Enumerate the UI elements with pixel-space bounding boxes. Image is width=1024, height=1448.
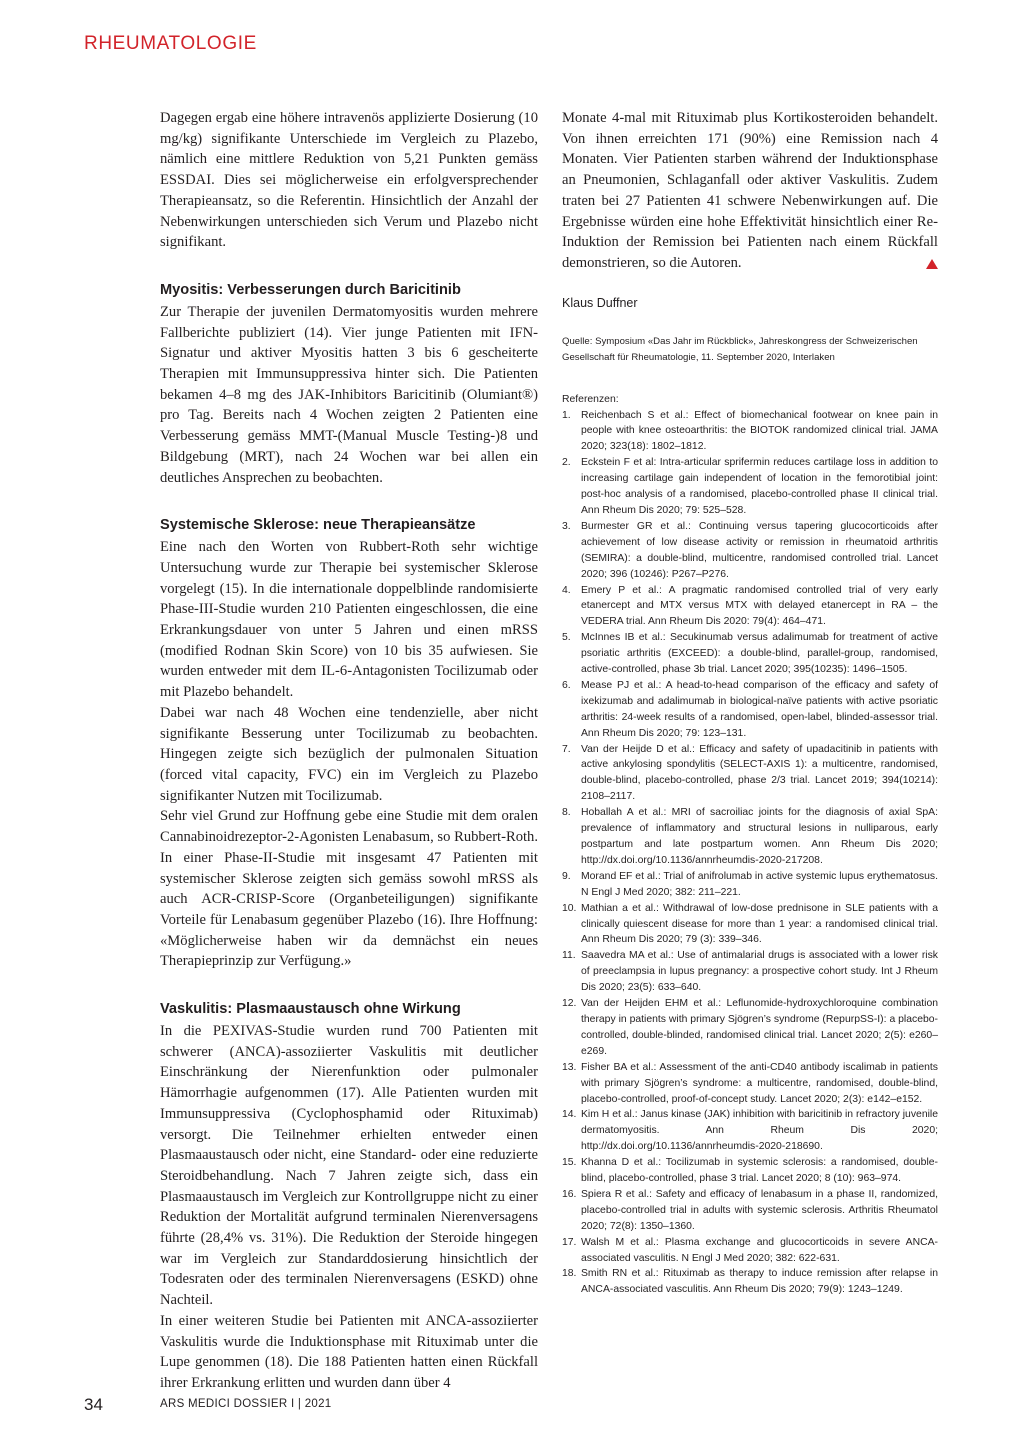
heading-systemic-sclerosis: Systemische Sklerose: neue Therapieansätze bbox=[160, 517, 476, 534]
reference-number: 2. bbox=[562, 457, 571, 469]
reference-number: 15. bbox=[562, 1157, 577, 1169]
reference-item bbox=[562, 948, 938, 996]
reference-text: Fisher BA et al.: Assessment of the anti-CD40 antibody iscalimab in patients with primary Sjögren’s syndrome: a multicentre, randomised, double-blind, placebo-controlled, proof-of-concept study. Lancet 2020; 2(3): e142–e152. bbox=[581, 1061, 938, 1105]
reference-item bbox=[562, 1235, 938, 1267]
reference-item bbox=[562, 678, 938, 742]
reference-item bbox=[562, 630, 938, 678]
reference-item bbox=[562, 1060, 938, 1108]
reference-text: Van der Heijden EHM et al.: Leflunomide-hydroxychloroquine combination therapy in patients with primary Sjögren’s syndrome (RepurpSS-I): a placebo-controlled, double-blinded, randomised clinical trial. Lancet 2020; 2(5): e260–e269. bbox=[581, 998, 938, 1057]
reference-item bbox=[562, 1155, 938, 1187]
reference-text: Hoballah A et al.: MRI of sacroiliac joints for the diagnosis of axial SpA: prevalence of inflammatory and structural lesions in nulliparous, early postpartum and late postpartum women. Ann Rheum Dis 2020; http://dx.doi.org/10.1136/annrheumdis-2020-217208. bbox=[581, 807, 938, 866]
reference-number: 11. bbox=[562, 950, 576, 962]
reference-number: 16. bbox=[562, 1188, 577, 1200]
references-title: Referenzen: bbox=[562, 393, 619, 405]
paragraph-vasculitis-2: In einer weiteren Studie bei Patienten mit ANCA-assoziierter Vaskulitis wurde die Induktionsphase mit Rituximab unter die Lupe genommen (18). Die 188 Patienten hatten einen Rückfall ihrer Erkrankung erlitten und wurden dann über 4 bbox=[160, 1312, 538, 1391]
reference-number: 12. bbox=[562, 998, 577, 1010]
reference-number: 14. bbox=[562, 1109, 577, 1121]
reference-number: 17. bbox=[562, 1236, 577, 1248]
reference-number: 6. bbox=[562, 679, 571, 691]
source-note: Quelle: Symposium «Das Jahr im Rückblick», Jahreskongress der Schweizerischen Gesellschaft für Rheumatologie, 11. September 2020, Interlaken bbox=[562, 335, 918, 363]
heading-myositis: Myositis: Verbesserungen durch Baricitinib bbox=[160, 281, 461, 298]
reference-number: 5. bbox=[562, 632, 571, 644]
reference-number: 9. bbox=[562, 870, 571, 882]
references-section bbox=[562, 392, 938, 1299]
end-triangle-icon bbox=[926, 259, 938, 269]
paragraph-ssc-1: Eine nach den Worten von Rubbert-Roth sehr wichtige Untersuchung wurde zur Therapie bei systemischer Sklerose vorgelegt (15). In die internationale doppelblinde randomisierte Phase-III-Studie wurden 210 Patienten eingeschlossen, die eine Erkrankungsdauer von unter 5 Jahren und einen mRSS (modified Rodnan Skin Score) von 10 bis 35 aufwiesen. Sie wurden entweder mit dem IL-6-Antagonisten Tocilizumab oder mit Plazebo behandelt. bbox=[160, 539, 538, 701]
right-column bbox=[562, 108, 938, 1298]
publication-title: ARS MEDICI DOSSIER I | 2021 bbox=[160, 1398, 332, 1410]
reference-number: 3. bbox=[562, 520, 571, 532]
reference-text: McInnes IB et al.: Secukinumab versus adalimumab for treatment of active psoriatic arthritis (EXCEED): a double-blind, parallel-group, randomised, active-controlled, phase 3b trial. Lancet 2020; 395(10235): 1496–1505. bbox=[581, 632, 938, 676]
reference-item bbox=[562, 869, 938, 901]
reference-item bbox=[562, 996, 938, 1060]
reference-text: Emery P et al.: A pragmatic randomised controlled trial of very early etanercept and MTX versus MTX with delayed etanercept in RA – the VEDERA trial. Ann Rheum Dis 2020: 79(4): 464–471. bbox=[581, 584, 938, 628]
reference-text: Mathian a et al.: Withdrawal of low-dose prednisone in SLE patients with a clinically quiescent disease for more than 1 year: a randomised clinical trial. Ann Rheum Dis 2020; 79 (3): 339–346. bbox=[581, 902, 938, 946]
reference-text: Kim H et al.: Janus kinase (JAK) inhibition with baricitinib in refractory juvenile dermatomyositis. Ann Rheum Dis 2020; http://dx.doi.org/10.1136/annrheumdis-2020-218690. bbox=[581, 1109, 938, 1153]
reference-item bbox=[562, 742, 938, 806]
reference-item bbox=[562, 1187, 938, 1235]
reference-number: 7. bbox=[562, 743, 571, 755]
reference-text: Walsh M et al.: Plasma exchange and glucocorticoids in severe ANCA-associated vasculitis. N Engl J Med 2020; 382: 622-631. bbox=[581, 1236, 938, 1264]
reference-item bbox=[562, 583, 938, 631]
heading-vasculitis: Vaskulitis: Plasmaaustausch ohne Wirkung bbox=[160, 1001, 461, 1018]
author-name: Klaus Duffner bbox=[562, 295, 638, 310]
reference-text: Spiera R et al.: Safety and efficacy of lenabasum in a phase II, randomized, placebo-controlled trial in adults with systemic sclerosis. Arthritis Rheumatol 2020; 72(8): 1350–1360. bbox=[581, 1188, 938, 1232]
references-list bbox=[562, 408, 938, 1299]
paragraph-continuation bbox=[562, 108, 938, 274]
reference-item bbox=[562, 1107, 938, 1155]
reference-item bbox=[562, 1266, 938, 1298]
paragraph-ssc-2: Dabei war nach 48 Wochen eine tendenzielle, aber nicht signifikante Besserung unter Tocilizumab zu beobachten. Hingegen zeigte sich bezüglich der pulmonalen Situation (forced vital capacity, FVC) ein im Vergleich zu Plazebo signifikanter Nutzen mit Tocilizumab. bbox=[160, 704, 538, 804]
reference-text: Reichenbach S et al.: Effect of biomechanical footwear on knee pain in people with knee osteoarthritis: the BIOTOK randomized clinical trial. JAMA 2020; 323(18): 1802–1812. bbox=[581, 409, 938, 453]
reference-text: Eckstein F et al: Intra-articular sprifermin reduces cartilage loss in addition to increasing cartilage gain independent of location in the femorotibial joint: post-hoc analysis of a randomised, placebo-controlled phase II clinical trial. Ann Rheum Dis 2020; 79: 525–528. bbox=[581, 457, 938, 516]
left-column bbox=[160, 108, 538, 1394]
paragraph-myositis: Zur Therapie der juvenilen Dermatomyositis wurden mehrere Fallberichte publiziert (14). Vier junge Patienten mit IFN-Signatur und aktiver Myositis hatten 3 bis 6 gescheiterte Therapien mit Immunsuppressiva hinter sich. Die Patienten bekamen 4–8 mg des JAK-Inhibitors Baricitinib (Olumiant®) pro Tag. Bereits nach 4 Wochen zeigten 2 Patienten eine Verbesserung gemäss MMT-(Manual Muscle Testing-)8 und Bildgebung (MRT), nach 24 Wochen war bei allen ein deutliches Ansprechen zu beobachten. bbox=[160, 303, 538, 486]
reference-number: 10. bbox=[562, 902, 577, 914]
reference-item bbox=[562, 805, 938, 869]
reference-number: 13. bbox=[562, 1061, 577, 1073]
reference-number: 4. bbox=[562, 584, 571, 596]
reference-text: Morand EF et al.: Trial of anifrolumab in active systemic lupus erythematosus. N Engl J Med 2020; 382: 211–221. bbox=[581, 870, 938, 898]
page-number: 34 bbox=[84, 1395, 103, 1414]
reference-item bbox=[562, 519, 938, 583]
paragraph-vasculitis-1: In die PEXIVAS-Studie wurden rund 700 Patienten mit schwerer (ANCA)-assoziierter Vaskulitis mit deutlicher Einschränkung der Nierenfunktion oder pulmonaler Hämorrhagie aufgenommen (17). Alle Patienten wurden mit Immunsuppressiva (Cyclophosphamid oder Rituximab) versorgt. Die Teilnehmer erhielten entweder einen Plasmaaustausch oder nicht, eine Standard- oder eine reduzierte Steroidbehandlung. Nach 7 Jahren zeigte sich, dass ein Plasmaaustausch im Vergleich zur Kontrollgruppe nicht zu einer Reduktion der Mortalität aufgrund terminalen Nierenversagens führte (28,4% vs. 31%). Die Reduktion der Steroide hingegen war im Vergleich zur Standarddosierung hinsichtlich der Todesraten oder des terminalen Nierenversagens (ESKD) ohne Nachteil. bbox=[160, 1023, 538, 1309]
section-header: RHEUMATOLOGIE bbox=[84, 33, 257, 54]
reference-text: Mease PJ et al.: A head-to-head comparison of the efficacy and safety of ixekizumab and adalimumab in biological-naïve patients with active psoriatic arthritis: 24-week results of a randomised, open-label, blinded-assessor trial. Ann Rheum Dis 2020; 79: 123–131. bbox=[581, 679, 938, 739]
continuation-text: Monate 4-mal mit Rituximab plus Kortikosteroiden behandelt. Von ihnen erreichten 171 (90%) eine Remission nach 4 Monaten. Vier Patienten starben während der Induktionsphase an Pneumonien, Schlaganfall oder aktiver Vaskulitis. Zudem traten bei 27 Patienten 41 schwere Nebenwirkungen auf. Die Ergebnisse würden eine hohe Effektivität hinsichtlich einer Re-Induktion der Remission bei Patienten nach einem Rückfall demonstrieren, so die Autoren. bbox=[562, 110, 938, 271]
reference-item bbox=[562, 408, 938, 456]
reference-number: 18. bbox=[562, 1268, 577, 1280]
paragraph-ssc-3: Sehr viel Grund zur Hoffnung gebe eine Studie mit dem oralen Cannabinoidrezeptor-2-Agonisten Lenabasum, so Rubbert-Roth. In einer Phase-II-Studie mit insgesamt 47 Patienten mit systemischer Sklerose zeigten sich gemäss sowohl mRSS als auch ACR-CRISP-Score (Organbeteiligungen) signifikante Vorteile für Lenabasum gegenüber Plazebo (16). Ihre Hoffnung: «Möglicherweise haben wir da demnächst ein neues Therapieprinzip zur Verfügung.» bbox=[160, 808, 538, 970]
reference-text: Smith RN et al.: Rituximab as therapy to induce remission after relapse in ANCA-associated vasculitis. Ann Rheum Dis 2020; 79(9): 1243–1249. bbox=[581, 1268, 938, 1296]
reference-item bbox=[562, 901, 938, 949]
reference-text: Burmester GR et al.: Continuing versus tapering glucocorticoids after achievement of low disease activity or remission in rheumatoid arthritis (SEMIRA): a double-blind, multicentre, randomised controlled trial. Lancet 2020; 396 (10246): P267–P276. bbox=[581, 520, 938, 580]
reference-text: Khanna D et al.: Tocilizumab in systemic sclerosis: a randomised, double-blind, placebo-controlled, phase 3 trial. Lancet 2020; 8 (10): 963–974. bbox=[581, 1157, 938, 1185]
reference-text: Van der Heijde D et al.: Efficacy and safety of upadacitinib in patients with active ankylosing spondylitis (SELECT-AXIS 1): a multicentre, randomised, double-blind, placebo-controlled, phase 2/3 trial. Lancet 2019; 394(10214): 2108–2117. bbox=[581, 743, 938, 803]
reference-number: 1. bbox=[562, 409, 571, 421]
paragraph-intro: Dagegen ergab eine höhere intravenös applizierte Dosierung (10 mg/kg) signifikante Unterschiede im Vergleich zu Plazebo, nämlich eine mittlere Reduktion von 5,21 Punkten gemäss ESSDAI. Dies sei möglicherweise ein erfolgversprechender Therapieansatz, so die Referentin. Hinsichtlich der Anzahl der Nebenwirkungen unterschieden sich Verum und Plazebo nicht signifikant. bbox=[160, 110, 538, 251]
reference-number: 8. bbox=[562, 807, 571, 819]
reference-text: Saavedra MA et al.: Use of antimalarial drugs is associated with a lower risk of preeclampsia in lupus pregnancy: a prospective cohort study. Int J Rheum Dis 2020; 23(5): 633–640. bbox=[581, 950, 938, 994]
reference-item bbox=[562, 455, 938, 519]
